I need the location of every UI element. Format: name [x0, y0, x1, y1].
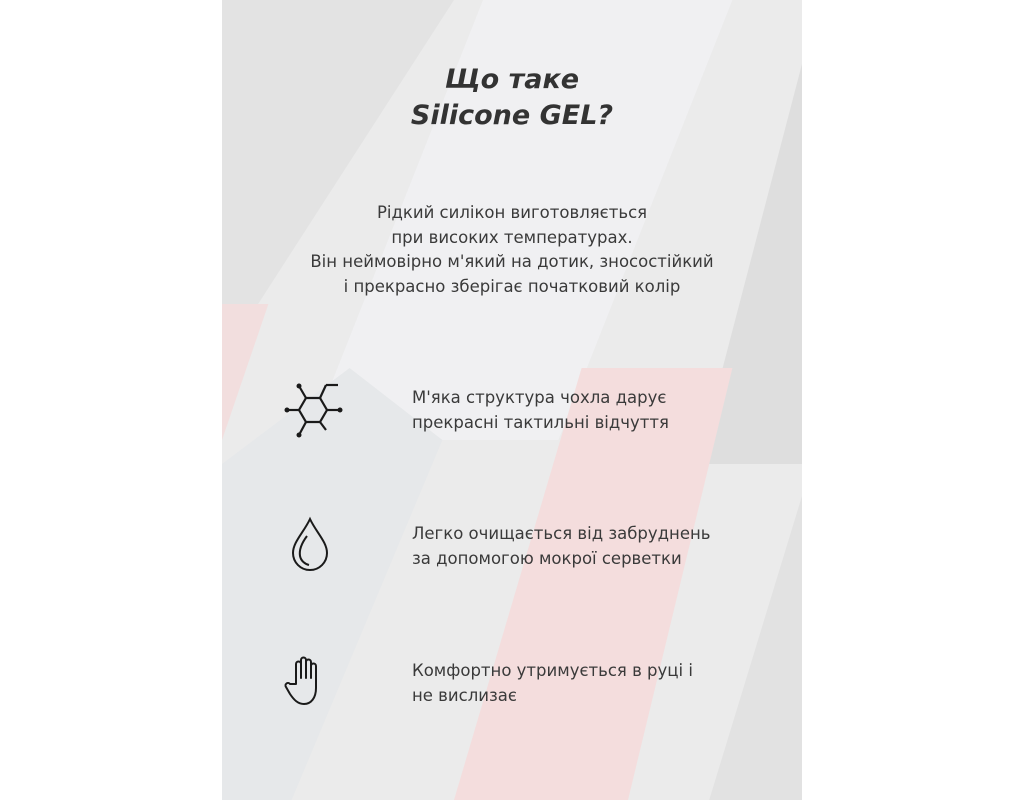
- intro-text: [222, 201, 802, 299]
- title-line: Silicone GEL?: [410, 100, 614, 131]
- feature-text: прекрасні тактильні відчуття: [412, 412, 669, 432]
- feature-item: [412, 522, 711, 571]
- intro-line: Він неймовірно м'який на дотик, зносостійкий: [310, 252, 714, 271]
- hand-icon: [284, 654, 328, 708]
- feature-text: М'яка структура чохла дарує: [412, 388, 667, 407]
- molecule-icon: [282, 378, 346, 442]
- feature-item: [412, 659, 693, 708]
- intro-line: і прекрасно зберігає початковий колір: [343, 276, 681, 296]
- water-drop-icon: [288, 516, 332, 572]
- feature-text: не вислизає: [412, 685, 517, 705]
- intro-line: при високих температурах.: [391, 227, 633, 247]
- feature-text: Комфортно утримується в руці і: [412, 661, 693, 680]
- infographic-panel: [222, 0, 802, 800]
- feature-text: Легко очищається від забруднень: [412, 524, 711, 543]
- feature-text: за допомогою мокрої серветки: [412, 548, 682, 568]
- intro-line: Рідкий силікон виготовляється: [376, 203, 648, 222]
- title-line: Що таке: [444, 64, 580, 95]
- feature-item: [412, 386, 669, 435]
- page-title: [222, 62, 802, 134]
